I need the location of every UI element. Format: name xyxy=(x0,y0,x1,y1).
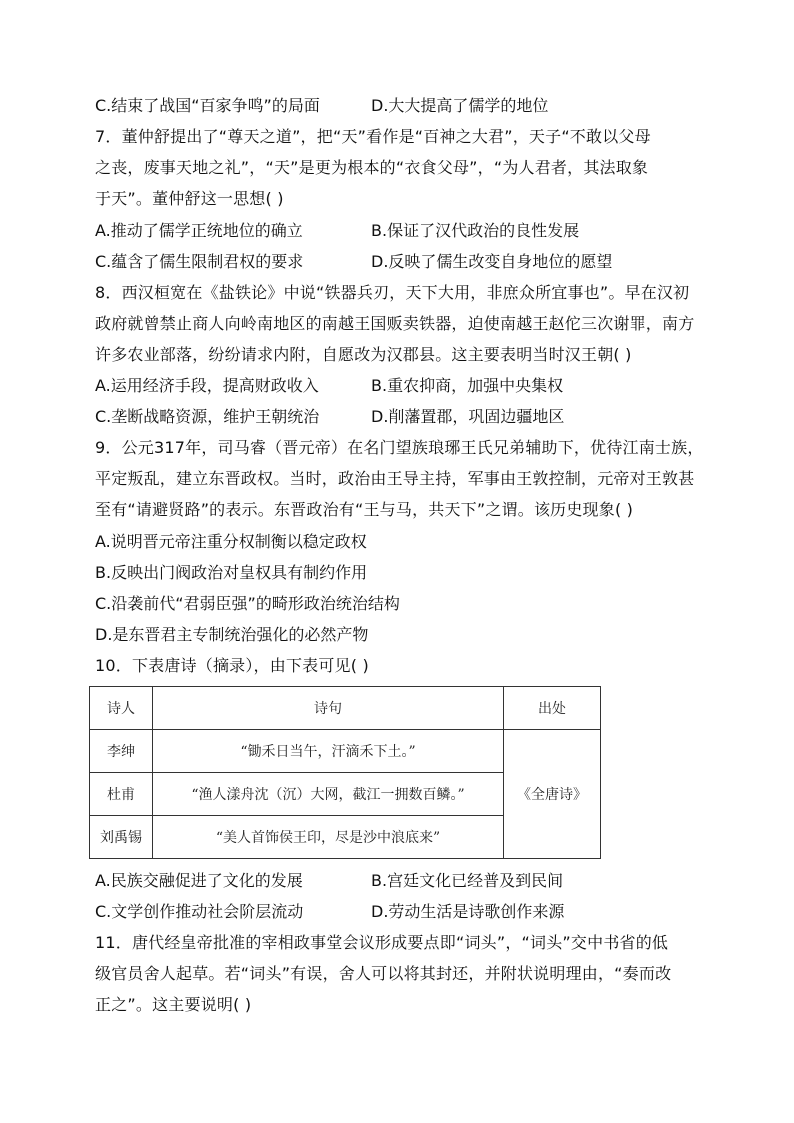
verse-cell: “美人首饰侯王印，尽是沙中浪底来” xyxy=(153,816,504,859)
q10-option-d: D.劳动生活是诗歌创作来源 xyxy=(371,902,565,921)
q8-stem-line-3: 许多农业部落，纷纷请求内附，自愿改为汉郡县。这主要表明当时汉王朝( ) xyxy=(95,345,632,364)
verse-cell: “锄禾日当午，汗滴禾下土。” xyxy=(153,730,504,773)
q9-stem-line-3: 至有“请避贤路”的表示。东晋政治有“王与马，共天下”之谓。该历史现象( ) xyxy=(95,500,634,519)
q7-option-a: A.推动了儒学正统地位的确立 xyxy=(95,221,303,240)
header-verse: 诗句 xyxy=(153,687,504,730)
q10-stem: 10．下表唐诗（摘录），由下表可见( ) xyxy=(95,656,369,675)
q7-option-d: D.反映了儒生改变自身地位的愿望 xyxy=(371,252,613,271)
q8-option-b: B.重农抑商，加强中央集权 xyxy=(371,376,564,395)
poet-cell: 刘禹锡 xyxy=(90,816,153,859)
q11-stem-line-3: 正之”。这主要说明( ) xyxy=(95,995,252,1014)
q9-stem-line-1: 9．公元317年，司马睿（晋元帝）在名门望族琅琊王氏兄弟辅助下，优待江南士族， xyxy=(95,438,704,457)
q6-option-c: C.结束了战国“百家争鸣”的局面 xyxy=(95,96,320,115)
q7-stem-line-3: 于天”。董仲舒这一思想( ) xyxy=(95,189,284,208)
poet-cell: 杜甫 xyxy=(90,773,153,816)
table-row xyxy=(90,730,601,773)
poet-cell: 李绅 xyxy=(90,730,153,773)
q8-option-c: C.垄断战略资源，维护王朝统治 xyxy=(95,407,320,426)
q9-option-c: C.沿袭前代“君弱臣强”的畸形政治统治结构 xyxy=(95,594,400,613)
q8-stem-line-2: 政府就曾禁止商人向岭南地区的南越王国贩卖铁器，迫使南越王赵佗三次谢罪，南方 xyxy=(95,314,695,333)
q11-stem-line-1: 11．唐代经皇帝批准的宰相政事堂会议形成要点即“词头”，“词头”交中书省的低 xyxy=(95,933,669,952)
q7-stem-line-2: 之丧，废事天地之礼”，“天”是更为根本的“衣食父母”，“为人君者，其法取象 xyxy=(95,158,649,177)
header-poet: 诗人 xyxy=(90,687,153,730)
q9-option-d: D.是东晋君主专制统治强化的必然产物 xyxy=(95,625,369,644)
header-source: 出处 xyxy=(504,687,601,730)
q7-option-c: C.蕴含了儒生限制君权的要求 xyxy=(95,252,304,271)
q6-option-d: D.大大提高了儒学的地位 xyxy=(371,96,549,115)
q10-option-a: A.民族交融促进了文化的发展 xyxy=(95,871,303,890)
source-cell: 《全唐诗》 xyxy=(504,730,601,859)
q8-option-a: A.运用经济手段，提高财政收入 xyxy=(95,376,319,395)
poem-table xyxy=(89,686,601,859)
q8-stem-line-1: 8．西汉桓宽在《盐铁论》中说“铁器兵刃，天下大用，非庶众所宜事也”。早在汉初 xyxy=(95,283,690,302)
poem-table-header-row xyxy=(90,687,601,730)
q9-option-b: B.反映出门阀政治对皇权具有制约作用 xyxy=(95,563,368,582)
q10-option-b: B.宫廷文化已经普及到民间 xyxy=(371,871,564,890)
q11-stem-line-2: 级官员舍人起草。若“词头”有误，舍人可以将其封还，并附状说明理由，“奏而改 xyxy=(95,964,672,983)
q9-option-a: A.说明晋元帝注重分权制衡以稳定政权 xyxy=(95,532,367,551)
verse-cell: “渔人漾舟沈（沉）大网，截江一拥数百鳞。” xyxy=(153,773,504,816)
q7-stem-line-1: 7．董仲舒提出了“尊天之道”，把“天”看作是“百神之大君”，天子“不敢以父母 xyxy=(95,127,651,146)
q9-stem-line-2: 平定叛乱，建立东晋政权。当时，政治由王导主持，军事由王敦控制，元帝对王敦甚 xyxy=(95,469,695,488)
q7-option-b: B.保证了汉代政治的良性发展 xyxy=(371,221,580,240)
q8-option-d: D.削藩置郡，巩固边疆地区 xyxy=(371,407,565,426)
q10-option-c: C.文学创作推动社会阶层流动 xyxy=(95,902,304,921)
